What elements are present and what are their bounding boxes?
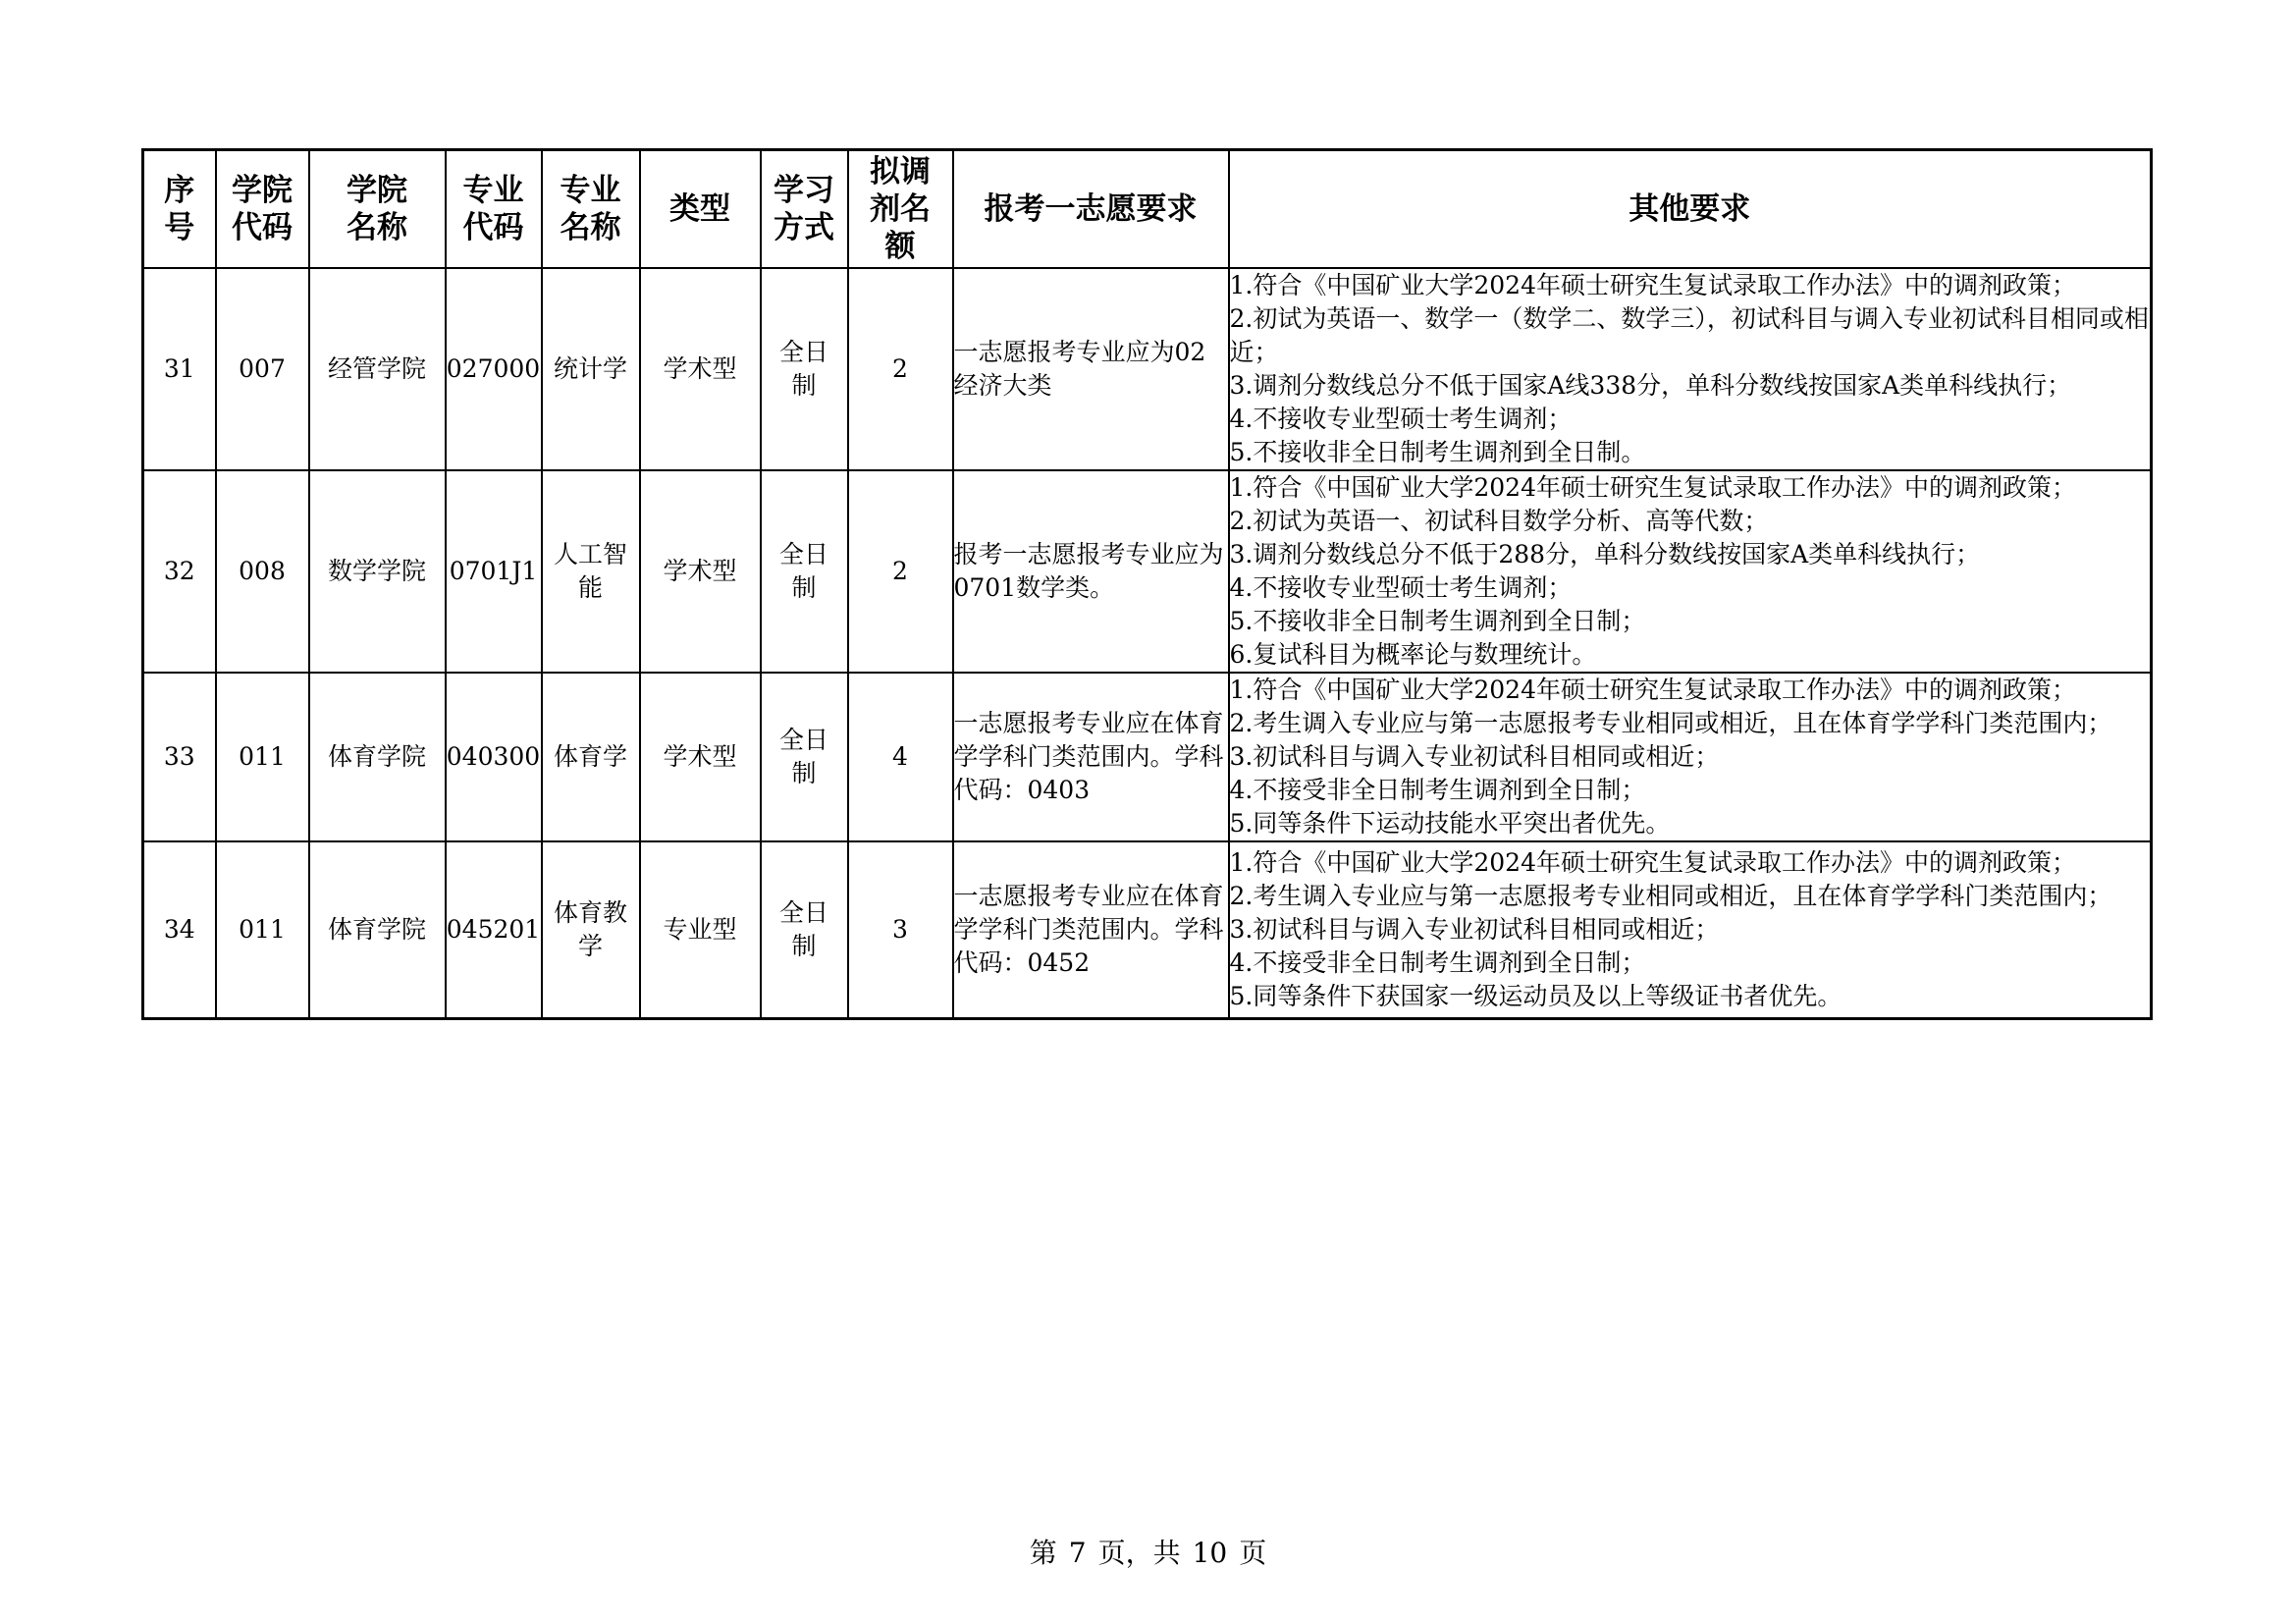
cell-quota: 3 (848, 841, 953, 1018)
requirement-item: 2.初试为英语一、初试科目数学分析、高等代数； (1229, 507, 1769, 535)
cell-college-name: 体育学院 (309, 673, 446, 841)
requirement-item: 4.不接受非全日制考生调剂到全日制； (1229, 776, 1646, 804)
cell-other-requirements (1229, 470, 2152, 673)
cell-first-choice: 一志愿报考专业应为02经济大类 (953, 268, 1229, 470)
cell-major-name: 人工智能 (542, 470, 640, 673)
header-text-line: 剂名 (870, 191, 931, 227)
requirement-item: 3.调剂分数线总分不低于288分，单科分数线按国家A类单科线执行； (1229, 540, 1981, 568)
header-text-line: 学习 (774, 173, 834, 208)
requirement-item: 4.不接收专业型硕士考生调剂； (1229, 405, 1573, 433)
cell-seq: 31 (143, 268, 216, 470)
footer-prefix: 第 (1029, 1537, 1057, 1569)
table-body (143, 268, 2152, 1018)
cell-college-code: 011 (216, 673, 309, 841)
requirement-item: 4.不接受非全日制考生调剂到全日制； (1229, 947, 1646, 977)
footer-total-pages: 10 (1192, 1537, 1228, 1569)
header-seq (143, 150, 216, 269)
cell-type: 学术型 (640, 673, 761, 841)
requirement-item: 1.符合《中国矿业大学2024年硕士研究生复试录取工作办法》中的调剂政策； (1229, 473, 2076, 502)
requirement-item: 4.不接收专业型硕士考生调剂； (1229, 573, 1573, 602)
header-text-line: 专业 (462, 173, 524, 208)
header-text-line: 方式 (774, 210, 834, 245)
cell-major-name: 体育学 (542, 673, 640, 841)
cell-other-requirements (1229, 268, 2152, 470)
header-type (640, 150, 761, 269)
header-text-line: 代码 (232, 210, 293, 245)
cell-study-mode: 全日制 (761, 470, 848, 673)
cell-study-mode: 全日制 (761, 841, 848, 1018)
header-text-line: 代码 (462, 210, 524, 245)
requirement-item: 1.符合《中国矿业大学2024年硕士研究生复试录取工作办法》中的调剂政策； (1229, 847, 2076, 877)
cell-college-name: 数学学院 (309, 470, 446, 673)
footer-middle: 页，共 (1097, 1537, 1181, 1569)
header-text-line: 类型 (669, 191, 730, 227)
requirement-item: 5.不接收非全日制考生调剂到全日制。 (1229, 438, 1646, 466)
header-text-line: 名称 (347, 210, 407, 245)
header-text-line: 其他要求 (1629, 191, 1751, 227)
cell-type: 学术型 (640, 470, 761, 673)
table-header-row (143, 150, 2152, 269)
table-row (143, 470, 2152, 673)
header-college-code (216, 150, 309, 269)
requirement-item: 2.考生调入专业应与第一志愿报考专业相同或相近，且在体育学学科门类范围内； (1229, 881, 2112, 910)
page-footer (0, 1532, 2296, 1571)
requirement-item: 2.考生调入专业应与第一志愿报考专业相同或相近，且在体育学学科门类范围内； (1229, 709, 2112, 737)
table-row (143, 268, 2152, 470)
cell-seq: 33 (143, 673, 216, 841)
header-text-line: 报考一志愿要求 (984, 191, 1198, 227)
cell-major-name: 统计学 (542, 268, 640, 470)
cell-college-code: 011 (216, 841, 309, 1018)
requirement-item: 3.调剂分数线总分不低于国家A线338分，单科分数线按国家A类单科线执行； (1229, 371, 2072, 400)
cell-major-code: 027000 (446, 268, 542, 470)
cell-seq: 34 (143, 841, 216, 1018)
cell-type: 学术型 (640, 268, 761, 470)
cell-quota: 4 (848, 673, 953, 841)
requirement-item: 2.初试为英语一、数学一（数学二、数学三），初试科目与调入专业初试科目相同或相近； (1229, 304, 2149, 366)
requirement-item: 3.初试科目与调入专业初试科目相同或相近； (1229, 914, 1720, 944)
adjustment-table (141, 148, 2153, 1020)
header-text-line: 号 (164, 210, 195, 245)
cell-college-code: 007 (216, 268, 309, 470)
requirement-item: 5.同等条件下获国家一级运动员及以上等级证书者优先。 (1229, 981, 1842, 1010)
cell-college-code: 008 (216, 470, 309, 673)
cell-first-choice: 一志愿报考专业应在体育学学科门类范围内。学科代码：0403 (953, 673, 1229, 841)
footer-page-number: 7 (1068, 1537, 1087, 1569)
header-text-line: 名称 (560, 210, 621, 245)
requirement-item: 6.复试科目为概率论与数理统计。 (1229, 640, 1597, 669)
cell-quota: 2 (848, 470, 953, 673)
header-major-code (446, 150, 542, 269)
cell-study-mode: 全日制 (761, 268, 848, 470)
header-text-line: 专业 (560, 173, 621, 208)
cell-first-choice: 一志愿报考专业应在体育学学科门类范围内。学科代码：0452 (953, 841, 1229, 1018)
cell-type: 专业型 (640, 841, 761, 1018)
table-row (143, 673, 2152, 841)
cell-college-name: 经管学院 (309, 268, 446, 470)
header-college-name (309, 150, 446, 269)
cell-seq: 32 (143, 470, 216, 673)
requirement-item: 5.不接收非全日制考生调剂到全日制； (1229, 607, 1646, 635)
header-text-line: 学院 (347, 173, 407, 208)
cell-major-code: 040300 (446, 673, 542, 841)
cell-quota: 2 (848, 268, 953, 470)
cell-college-name: 体育学院 (309, 841, 446, 1018)
requirement-item: 3.初试科目与调入专业初试科目相同或相近； (1229, 742, 1720, 771)
header-text-line: 额 (884, 229, 916, 264)
requirement-item: 1.符合《中国矿业大学2024年硕士研究生复试录取工作办法》中的调剂政策； (1229, 676, 2076, 704)
cell-major-name: 体育教学 (542, 841, 640, 1018)
header-study-mode (761, 150, 848, 269)
header-text-line: 序 (164, 173, 195, 208)
table-row (143, 841, 2152, 1018)
header-quota (848, 150, 953, 269)
cell-other-requirements (1229, 673, 2152, 841)
header-text-line: 学院 (232, 173, 293, 208)
cell-first-choice: 报考一志愿报考专业应为0701数学类。 (953, 470, 1229, 673)
header-first-choice (953, 150, 1229, 269)
cell-major-code: 045201 (446, 841, 542, 1018)
footer-suffix: 页 (1239, 1537, 1267, 1569)
requirement-item: 1.符合《中国矿业大学2024年硕士研究生复试录取工作办法》中的调剂政策； (1229, 271, 2076, 299)
cell-major-code: 0701J1 (446, 470, 542, 673)
requirement-item: 5.同等条件下运动技能水平突出者优先。 (1229, 809, 1671, 838)
cell-study-mode: 全日制 (761, 673, 848, 841)
header-major-name (542, 150, 640, 269)
cell-other-requirements (1229, 841, 2152, 1018)
header-other (1229, 150, 2152, 269)
header-text-line: 拟调 (870, 154, 931, 189)
